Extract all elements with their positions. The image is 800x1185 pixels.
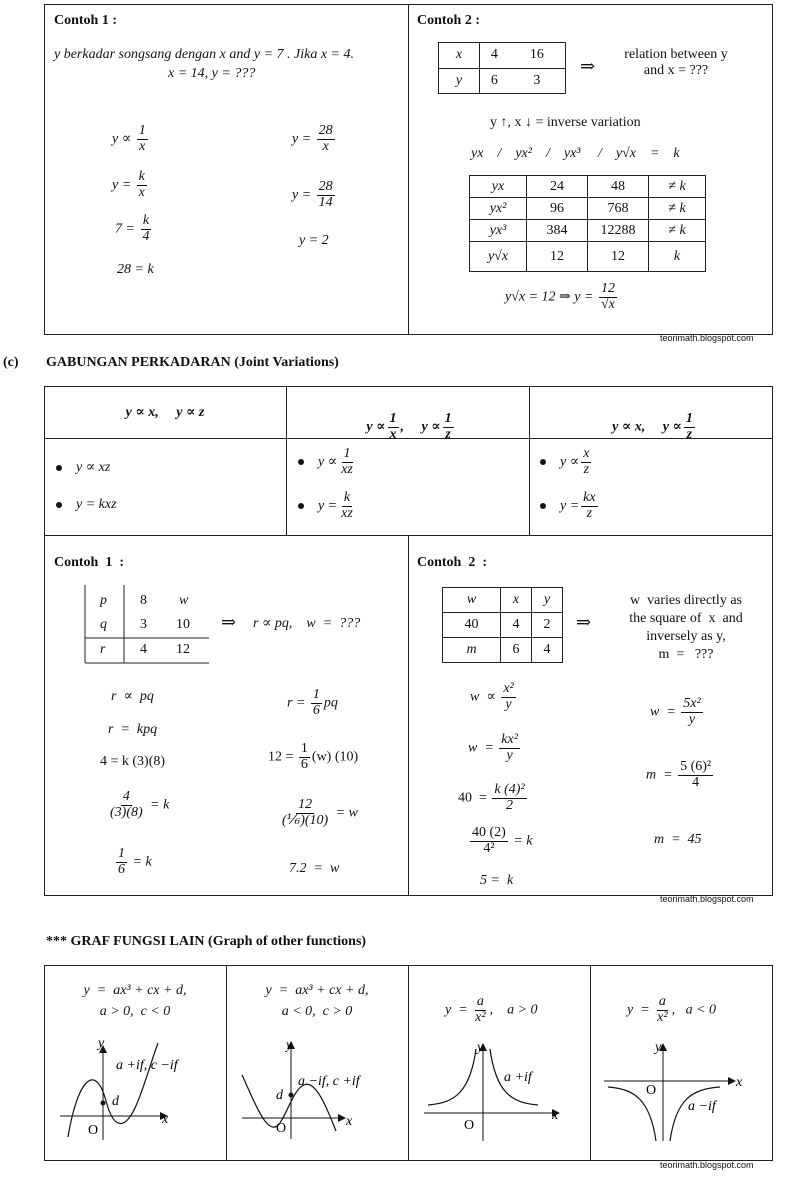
cell: k: [649, 242, 706, 272]
cell: yx²: [470, 198, 527, 220]
mid-ex2-l2: w = $\frac{\text{kx²}}{y}$: [468, 732, 518, 763]
mid-ex1-l2: r = kpq: [108, 722, 158, 737]
joint-header-3: y ∝ x, y ∝ $\frac{1}{z}$: [612, 411, 693, 442]
graph2-plot: [234, 1035, 406, 1145]
mid-ex2-l4: $\frac{40 (2)}{\text{4²}}$ = k: [472, 825, 533, 856]
origin-label: O: [276, 1121, 287, 1136]
joint-c1-b: y = kxz: [56, 497, 117, 513]
mid-ex1-cell: p: [100, 593, 107, 608]
mid-ex1-cell: 8: [140, 593, 147, 608]
intercept-point: [289, 1093, 294, 1098]
cell: 4: [480, 43, 509, 69]
graph4-plot: [600, 1035, 770, 1145]
curve-left: [428, 1049, 476, 1105]
mid-ex1-cell: 10: [176, 617, 190, 632]
cell: 12: [527, 242, 588, 272]
origin-label: O: [646, 1083, 657, 1098]
mid-divider: [408, 536, 409, 896]
y-label: y: [655, 1040, 662, 1055]
joint-c1-a: y ∝ xz: [56, 459, 110, 476]
graph3-equation: y = $\frac{a}{\text{x²}}$ , a > 0: [445, 994, 538, 1025]
top-ex1-step2: y = $\frac{k}{x}$: [112, 169, 145, 200]
y-label: y: [286, 1038, 293, 1053]
joint-c3-a: y ∝ $\frac{x}{z}$: [540, 447, 593, 477]
intercept-point: [101, 1101, 106, 1106]
cell: 4: [532, 638, 563, 663]
graph2-annotation: a −if, c +if: [298, 1074, 360, 1089]
mid-ex1-l4: $\frac{4}{(3)(8)}$ = k: [110, 789, 170, 820]
d-label: d: [112, 1094, 119, 1109]
cell: 6: [501, 638, 532, 663]
graph4-equation: y = $\frac{a}{\text{x²}}$ , a < 0: [627, 994, 717, 1025]
graph2-equation: y = ax³ + cx + d, a < 0, c > 0: [265, 983, 369, 1019]
joint-header-2: y ∝ $\frac{1}{x}$ , y ∝ $\frac{1}{z}$: [366, 411, 452, 442]
joint-c2-a: y ∝ $\frac{1}{xz}$: [298, 447, 357, 477]
mid-ex1-cell: r: [100, 642, 106, 657]
mid-ex1-l3: 4 = k (3)(8): [100, 754, 166, 769]
watermark-3: teorimath.blogspot.com: [660, 1160, 754, 1170]
x-label: x: [552, 1108, 559, 1123]
graph3-plot: [420, 1035, 590, 1145]
y-label: y: [477, 1040, 484, 1055]
graph1-plot: [56, 1035, 226, 1145]
mid-ex2-table: [442, 587, 563, 663]
cell: 48: [588, 176, 649, 198]
top-ex1-problem: y berkadar songsang dengan x and y = 7 . Jika x = 4.: [54, 47, 355, 62]
section-c-label: (c): [3, 355, 19, 370]
cell: yx³: [470, 220, 527, 242]
mid-ex1-cell: 4: [140, 642, 147, 657]
top-ex1-step6: y = $\frac{28}{14}$: [292, 179, 333, 210]
cell: 12288: [588, 220, 649, 242]
top-ex1-step7: y = 2: [299, 233, 329, 248]
d-label: d: [276, 1088, 283, 1103]
mid-ex1-title: Contoh 1 :: [54, 555, 125, 570]
cell: 2: [532, 613, 563, 638]
cell: 16: [509, 43, 566, 69]
graphs-col-line-2: [408, 965, 409, 1161]
cell: m: [443, 638, 501, 663]
top-ex2-result: y√x = 12 ⇒ y = $\frac{12}{√x}$: [505, 281, 615, 312]
section-c-title: GABUNGAN PERKADARAN (Joint Variations): [46, 355, 339, 370]
mid-ex1-l5: $\frac{1}{6}$ = k: [118, 846, 152, 877]
x-axis-arrow: [728, 1077, 736, 1085]
mid-ex1-r1: r = $\frac{1}{6}$ pq: [287, 687, 338, 718]
curve-right: [670, 1087, 720, 1141]
mid-ex2-l1: w ∝ $\frac{\text{x²}}{y}$: [470, 681, 514, 712]
mid-ex1-r3: $\frac{12}{\text{(⅙)(10)}}$ = w: [282, 797, 359, 828]
mid-ex1-relation: r ∝ pq, w = ???: [253, 616, 361, 631]
cell: x: [439, 43, 480, 69]
top-ex2-forms: yx / yx² / yx³ / y√x = k: [471, 146, 680, 161]
top-ex1-problem-2: x = 14, y = ???: [168, 66, 256, 81]
cell: yx: [470, 176, 527, 198]
graph4-annotation: a −if: [688, 1099, 716, 1114]
cell: ≠ k: [649, 220, 706, 242]
cell: 3: [509, 68, 566, 94]
cell: y: [532, 588, 563, 613]
graph3-annotation: a +if: [504, 1070, 532, 1085]
mid-ex2-r2: m = $\frac{\text{5 (6)²}}{4}$: [646, 759, 712, 790]
cell: 768: [588, 198, 649, 220]
joint-c2-b: y = $\frac{k}{xz}$: [298, 491, 357, 521]
cell: 384: [527, 220, 588, 242]
top-divider: [408, 4, 409, 335]
mid-ex1-r2: 12 = $\frac{1}{6}$ (w) (10): [268, 741, 359, 772]
origin-label: O: [88, 1123, 99, 1138]
mid-ex1-cell: q: [100, 617, 107, 632]
mid-ex1-cell: w: [179, 593, 189, 608]
top-ex2-table2: [469, 175, 706, 272]
cell: w: [443, 588, 501, 613]
cell: y√x: [470, 242, 527, 272]
cell: 24: [527, 176, 588, 198]
graph1-equation: y = ax³ + cx + d, a > 0, c < 0: [83, 983, 187, 1019]
watermark-1: teorimath.blogspot.com: [660, 333, 754, 343]
mid-ex1-cell: 3: [140, 617, 147, 632]
top-ex1-step4: 28 = k: [117, 262, 154, 277]
x-label: x: [162, 1112, 169, 1127]
cell: x: [501, 588, 532, 613]
top-ex1-step3: 7 = $\frac{k}{4}$: [115, 213, 150, 244]
top-ex1-title: Contoh 1 :: [54, 13, 118, 28]
cell: y: [439, 68, 480, 94]
mid-ex2-r3: m = 45: [654, 832, 702, 847]
cell: 12: [588, 242, 649, 272]
graphs-title: *** GRAF FUNGSI LAIN (Graph of other functions): [46, 934, 367, 949]
cell: 40: [443, 613, 501, 638]
x-label: x: [346, 1114, 353, 1129]
x-axis-arrow: [338, 1114, 346, 1122]
mid-ex2-l3: 40 = $\frac{\text{k (4)²}}{2}$: [458, 782, 525, 813]
watermark-2: teorimath.blogspot.com: [660, 894, 754, 904]
cell: 4: [501, 613, 532, 638]
cell: 96: [527, 198, 588, 220]
mid-ex2-l5: 5 = k: [480, 873, 514, 888]
mid-ex1-l1: r ∝ pq: [111, 689, 154, 704]
mid-ex1-r4: 7.2 = w: [289, 861, 340, 876]
cell: 6: [480, 68, 509, 94]
mid-ex2-desc: w varies directly as the square of x and inversely as y, m = ???: [629, 593, 743, 662]
top-ex2-title: Contoh 2 :: [417, 13, 481, 28]
top-ex1-step1: y ∝ $\frac{1}{x}$: [112, 123, 146, 154]
graphs-col-line-3: [590, 965, 591, 1161]
cell: ≠ k: [649, 176, 706, 198]
mid-ex2-title: Contoh 2 :: [417, 555, 488, 570]
top-ex2-arrow: ⇒: [580, 56, 596, 76]
mid-ex1-cell: 12: [176, 642, 190, 657]
top-ex2-inverse: y ↑, x ↓ = inverse variation: [490, 115, 641, 130]
top-ex2-relation: relation between y and x = ???: [624, 47, 728, 78]
mid-ex2-arrow: ⇒: [576, 612, 592, 632]
mid-ex2-r1: w = $\frac{\text{5x²}}{y}$: [650, 696, 701, 727]
joint-c3-b: y = $\frac{kx}{z}$: [540, 491, 600, 521]
x-label: x: [736, 1075, 743, 1090]
y-label: y: [98, 1036, 105, 1051]
cell: ≠ k: [649, 198, 706, 220]
top-ex2-table: [438, 42, 566, 94]
joint-header-1: y ∝ x, y ∝ z: [125, 405, 205, 420]
origin-label: O: [464, 1118, 475, 1133]
graph1-annotation: a +if, c −if: [116, 1058, 178, 1073]
mid-ex1-arrow: ⇒: [221, 612, 237, 632]
top-ex1-step5: y = $\frac{28}{x}$: [292, 123, 333, 154]
